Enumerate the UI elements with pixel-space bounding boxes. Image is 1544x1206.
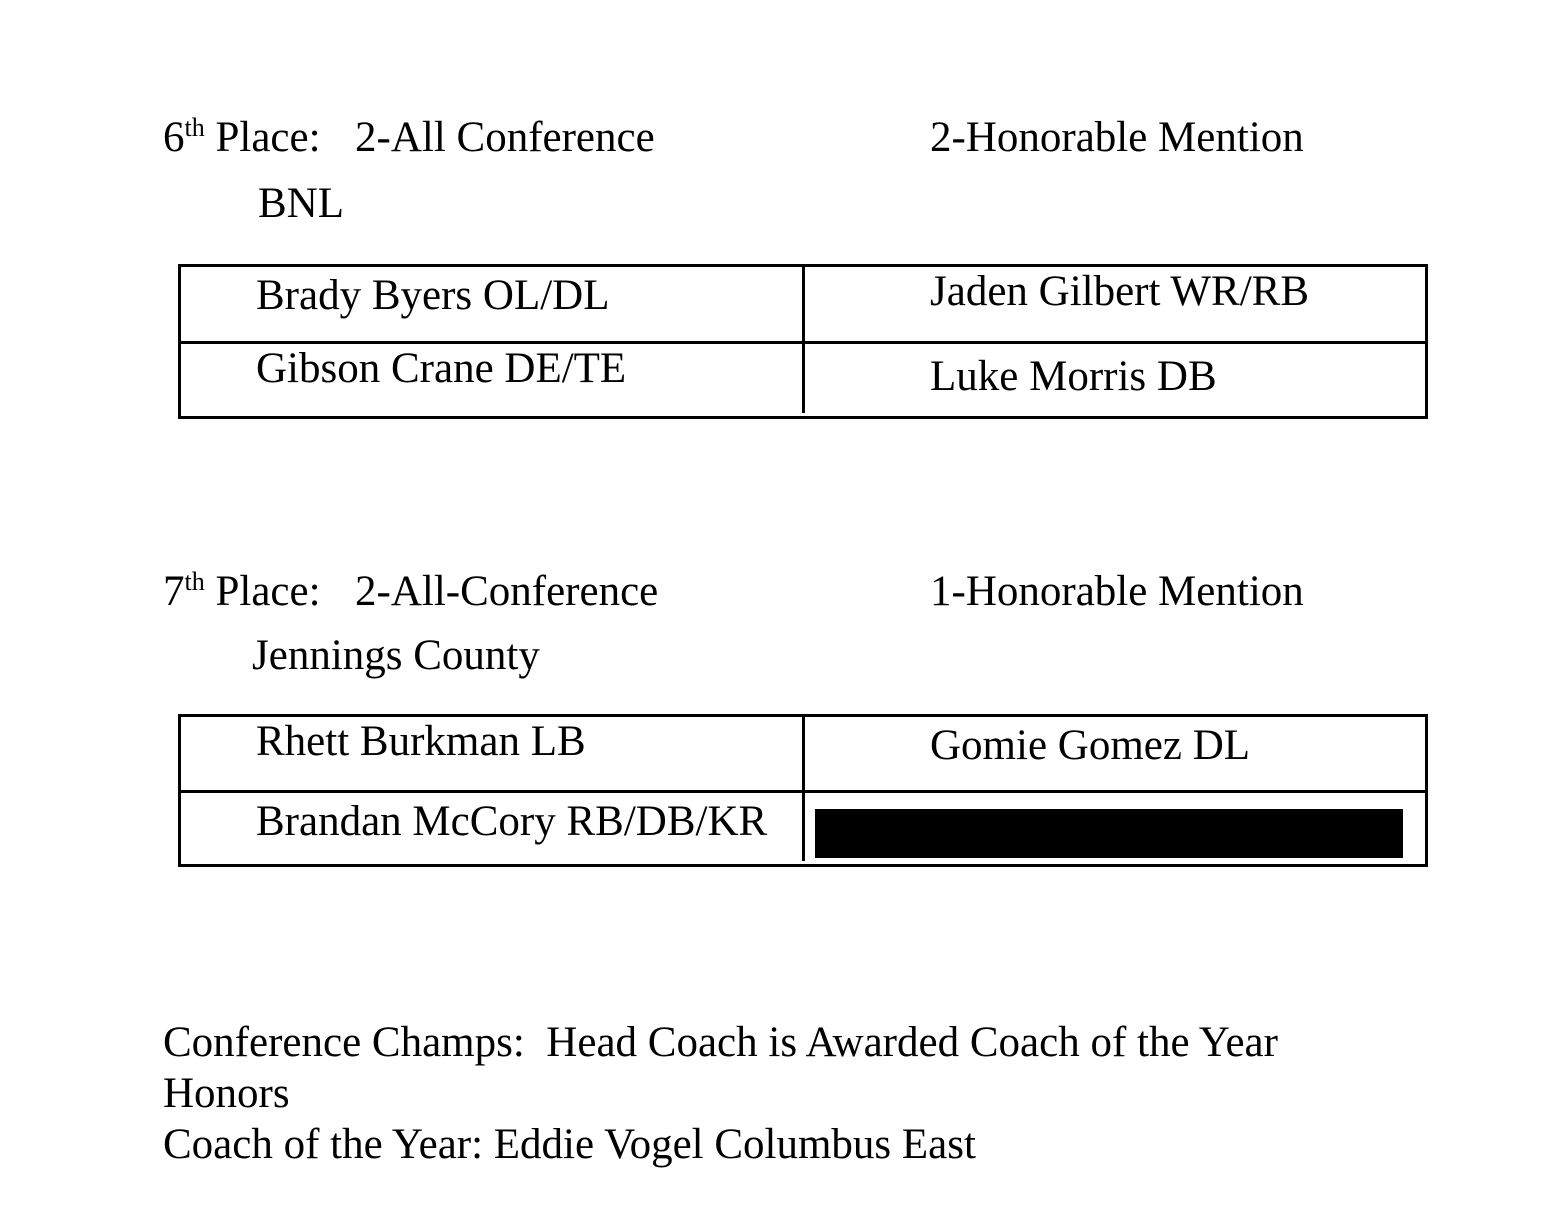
player-cell: Gibson Crane DE/TE: [181, 344, 805, 413]
place-label-6th: [163, 113, 321, 163]
team-name-6th: BNL: [258, 180, 344, 227]
player-cell: Brandan McCory RB/DB/KR: [181, 793, 805, 861]
all-conference-count-6th: 2-All Conference: [355, 114, 655, 161]
table-row: [181, 717, 1425, 790]
place-number: 7: [163, 568, 185, 615]
honorable-mention-count-7th: 1-Honorable Mention: [930, 568, 1304, 615]
player-cell-redacted: [805, 793, 1425, 861]
footer-line-champs: Conference Champs: Head Coach is Awarded Coach of the Year: [163, 1019, 1278, 1066]
redaction-bar: [815, 809, 1403, 858]
player-cell: Jaden Gilbert WR/RB: [930, 268, 1310, 315]
ordinal-suffix: th: [184, 113, 205, 142]
footer-line-honors: Honors: [163, 1070, 290, 1117]
place-label-7th: [163, 567, 321, 617]
team-name-7th: Jennings County: [252, 632, 540, 679]
table-row: [181, 341, 1425, 413]
player-cell: Gomie Gomez DL: [930, 722, 1251, 769]
awards-table-7th: [178, 714, 1428, 867]
player-cell: Brady Byers OL/DL: [181, 267, 805, 341]
footer-line-coach-of-year: Coach of the Year: Eddie Vogel Columbus East: [163, 1121, 976, 1168]
footer-notes: [163, 1017, 1413, 1170]
place-number: 6: [163, 114, 185, 161]
player-cell: Luke Morris DB: [930, 353, 1217, 400]
ordinal-suffix: th: [184, 567, 205, 596]
place-word: Place:: [204, 568, 321, 615]
table-row: [181, 267, 1425, 341]
player-cell: Rhett Burkman LB: [181, 717, 805, 790]
honorable-mention-count-6th: 2-Honorable Mention: [930, 114, 1304, 161]
place-word: Place:: [204, 114, 321, 161]
awards-table-6th: [178, 264, 1428, 419]
all-conference-count-7th: 2-All-Conference: [355, 568, 659, 615]
table-row: [181, 790, 1425, 861]
